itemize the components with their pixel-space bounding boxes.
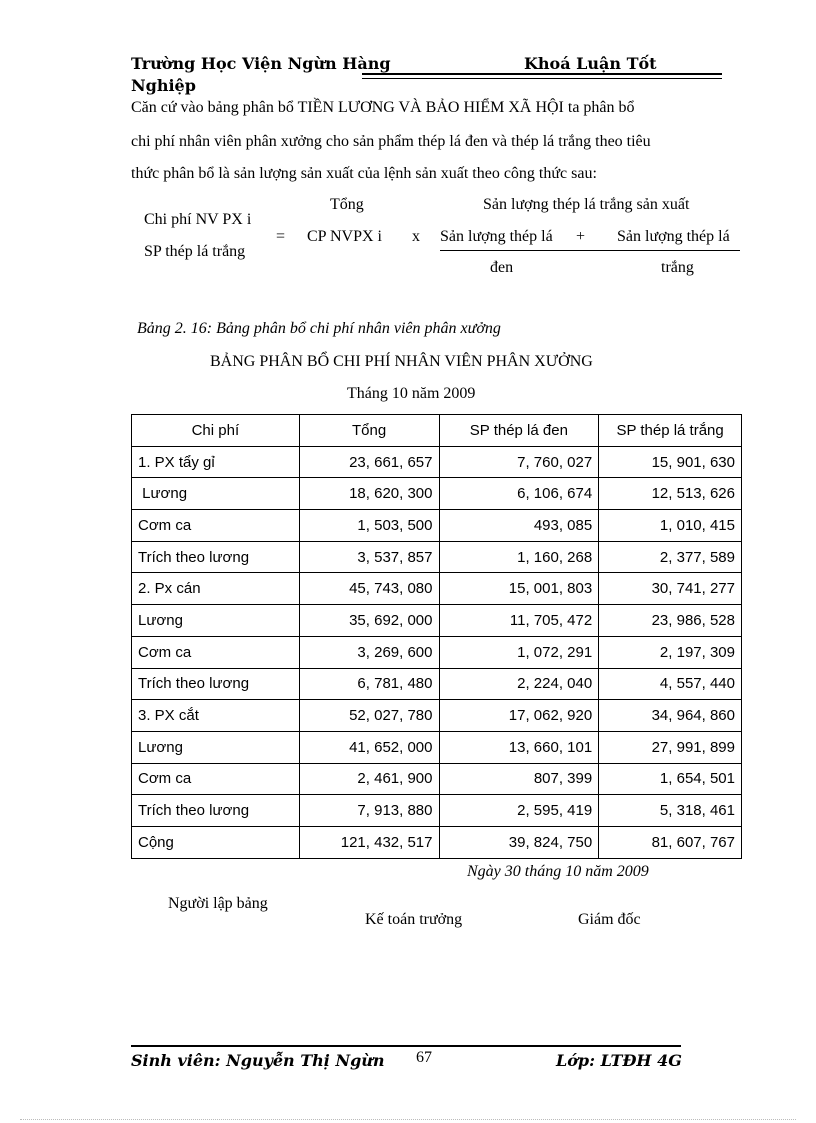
black-sheet-value: 15, 001, 803 (439, 573, 599, 605)
white-sheet-value: 2, 197, 309 (599, 636, 742, 668)
header-thesis: Khoá Luận Tốt (524, 54, 657, 73)
allocation-table (131, 414, 742, 859)
table-month: Tháng 10 năm 2009 (347, 385, 476, 402)
formula-numerator: Sản lượng thép lá trắng sản xuất (483, 196, 690, 213)
intro-line-3: thức phân bổ là sản lượng sản xuất của lệnh sản xuất theo công thức sau: (131, 165, 597, 182)
header-thesis-cont: Nghiệp (131, 76, 196, 95)
formula-fraction-bar (440, 250, 740, 251)
table-row (132, 700, 742, 732)
table-title: BẢNG PHÂN BỔ CHI PHÍ NHÂN VIÊN PHÂN XƯỞNG (210, 353, 593, 370)
black-sheet-value: 17, 062, 920 (439, 700, 599, 732)
cost-label: Lương (132, 605, 300, 637)
black-sheet-value: 493, 085 (439, 510, 599, 542)
formula-denominator-b: Sản lượng thép lá (617, 228, 730, 245)
table-row (132, 605, 742, 637)
table-row (132, 731, 742, 763)
formula-denominator-a: Sản lượng thép lá (440, 228, 553, 245)
black-sheet-value: 7, 760, 027 (439, 446, 599, 478)
total-value: 3, 269, 600 (299, 636, 439, 668)
total-value: 18, 620, 300 (299, 478, 439, 510)
formula-lhs-bottom: SP thép lá trắng (144, 243, 246, 260)
white-sheet-value: 34, 964, 860 (599, 700, 742, 732)
signature-preparer: Người lập bảng (168, 895, 268, 912)
formula-total-label: Tổng (330, 196, 364, 213)
signature-date: Ngày 30 tháng 10 năm 2009 (467, 863, 649, 880)
header-rule-thin (362, 78, 722, 79)
table-row (132, 478, 742, 510)
cost-label: Cộng (132, 826, 300, 858)
footer-student: Sinh viên: Nguyễn Thị Ngừn (131, 1051, 385, 1070)
total-value: 6, 781, 480 (299, 668, 439, 700)
total-value: 41, 652, 000 (299, 731, 439, 763)
black-sheet-value: 1, 160, 268 (439, 541, 599, 573)
formula-denominator-a2: đen (490, 259, 514, 276)
cost-label: 3. PX cắt (132, 700, 300, 732)
white-sheet-value: 1, 654, 501 (599, 763, 742, 795)
white-sheet-value: 81, 607, 767 (599, 826, 742, 858)
white-sheet-value: 12, 513, 626 (599, 478, 742, 510)
black-sheet-value: 2, 224, 040 (439, 668, 599, 700)
black-sheet-value: 807, 399 (439, 763, 599, 795)
formula-denominator-b2: trắng (661, 259, 694, 276)
cost-label: Cơm ca (132, 763, 300, 795)
white-sheet-value: 23, 986, 528 (599, 605, 742, 637)
total-value: 1, 503, 500 (299, 510, 439, 542)
black-sheet-value: 1, 072, 291 (439, 636, 599, 668)
total-value: 3, 537, 857 (299, 541, 439, 573)
formula-cp-label: CP NVPX i (307, 228, 382, 245)
black-sheet-value: 2, 595, 419 (439, 795, 599, 827)
black-sheet-value: 13, 660, 101 (439, 731, 599, 763)
cost-label: 1. PX tẩy gỉ (132, 446, 300, 478)
total-value: 23, 661, 657 (299, 446, 439, 478)
white-sheet-value: 15, 901, 630 (599, 446, 742, 478)
cost-label: Lương (132, 731, 300, 763)
table-row (132, 795, 742, 827)
cost-label: Trích theo lương (132, 795, 300, 827)
column-header-cost: Chi phí (132, 415, 300, 447)
table-row (132, 510, 742, 542)
white-sheet-value: 27, 991, 899 (599, 731, 742, 763)
intro-line-1: Căn cứ vào bảng phân bổ TIỀN LƯƠNG VÀ BẢO HIỂM XÃ HỘI ta phân bổ (131, 99, 635, 116)
total-value: 7, 913, 880 (299, 795, 439, 827)
table-row (132, 636, 742, 668)
footer-rule (131, 1045, 681, 1047)
table-row (132, 668, 742, 700)
total-value: 45, 743, 080 (299, 573, 439, 605)
header-school: Trường Học Viện Ngừn Hàng (131, 54, 391, 73)
table-row (132, 573, 742, 605)
white-sheet-value: 2, 377, 589 (599, 541, 742, 573)
white-sheet-value: 5, 318, 461 (599, 795, 742, 827)
signature-accountant: Kế toán trưởng (365, 911, 463, 928)
black-sheet-value: 39, 824, 750 (439, 826, 599, 858)
formula-plus: + (576, 228, 586, 245)
column-header-total: Tổng (299, 415, 439, 447)
table-row (132, 541, 742, 573)
header-rule (362, 73, 722, 75)
formula-equals: = (276, 228, 286, 245)
cost-label: 2. Px cán (132, 573, 300, 605)
cost-label: Lương (132, 478, 300, 510)
black-sheet-value: 6, 106, 674 (439, 478, 599, 510)
white-sheet-value: 1, 010, 415 (599, 510, 742, 542)
table-row (132, 763, 742, 795)
cost-label: Cơm ca (132, 636, 300, 668)
total-value: 52, 027, 780 (299, 700, 439, 732)
table-caption: Bảng 2. 16: Bảng phân bổ chi phí nhân viên phân xưởng (137, 320, 501, 337)
formula-lhs-top: Chi phí NV PX i (144, 211, 252, 228)
table-header-row (132, 415, 742, 447)
white-sheet-value: 4, 557, 440 (599, 668, 742, 700)
footer-page-number: 67 (416, 1049, 432, 1066)
cost-label: Cơm ca (132, 510, 300, 542)
white-sheet-value: 30, 741, 277 (599, 573, 742, 605)
total-value: 121, 432, 517 (299, 826, 439, 858)
total-value: 2, 461, 900 (299, 763, 439, 795)
formula-times: x (412, 228, 420, 245)
table-row (132, 446, 742, 478)
intro-line-2: chi phí nhân viên phân xưởng cho sản phẩm thép lá đen và thép lá trắng theo tiêu (131, 133, 651, 150)
table-total-row (132, 826, 742, 858)
signature-director: Giám đốc (578, 911, 641, 928)
black-sheet-value: 11, 705, 472 (439, 605, 599, 637)
page-edge-dots (20, 1119, 796, 1120)
column-header-black-sheet: SP thép lá đen (439, 415, 599, 447)
total-value: 35, 692, 000 (299, 605, 439, 637)
column-header-white-sheet: SP thép lá trắng (599, 415, 742, 447)
cost-label: Trích theo lương (132, 541, 300, 573)
cost-label: Trích theo lương (132, 668, 300, 700)
footer-class: Lớp: LTĐH 4G (556, 1051, 682, 1070)
